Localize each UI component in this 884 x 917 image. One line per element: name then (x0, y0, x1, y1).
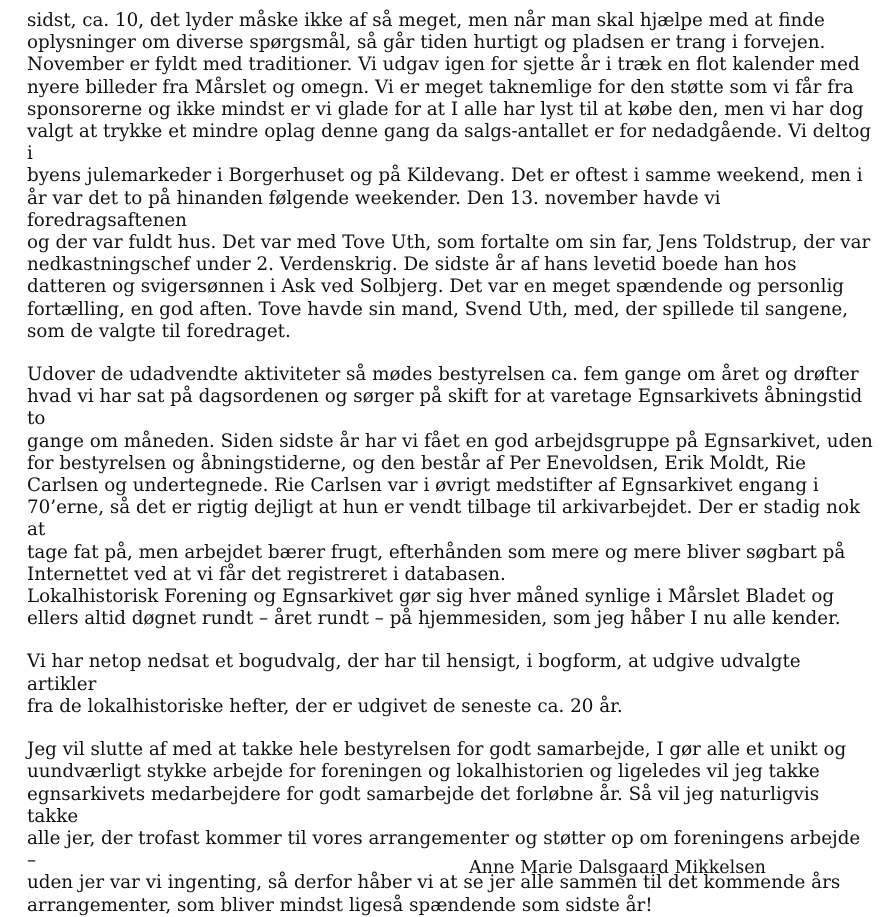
paragraph-board-and-archive: Udover de udadvendte aktiviteter så mødes bestyrelsen ca. fem gange om året og drøfter hvad vi har sat på dagsordenen og sørger på skift for at varetage Egnsarkivets åbningstid to gange om måneden. Siden sidste år har vi fået en god arbejdsgruppe på Egnsarkivet, uden for bestyrelsen og åbningstiderne, og den består af Per Enevoldsen, Erik Moldt, Rie Carlsen og undertegnede. Rie Carlsen var i øvrigt medstifter af Egnsarkivet engang i 70’erne, så det er rigtig dejligt at hun er vendt tilbage til arkivarbejdet. Der er stadig nok at tage fat på, men arbejdet bærer frugt, efterhånden som mere og mere bliver søgbart på Internettet ved at vi får det registreret i databasen. Lokalhistorisk Forening og Egnsarkivet gør sig hver måned synlige i Mårslet Bladet og ellers altid døgnet rundt – året rundt – på hjemmesiden, som jeg håber I nu alle kender. (27, 364, 873, 630)
paragraph-gap (27, 630, 875, 651)
paragraph-book-committee: Vi har netop nedsat et bogudvalg, der har til hensigt, i bogform, at udgive udvalgte artikler fra de lokalhistoriske hefter, der er udgivet de seneste ca. 20 år. (27, 651, 801, 717)
paragraph-gap (27, 718, 875, 739)
paragraph-gap (27, 343, 875, 364)
paragraph-closing-thanks: Jeg vil slutte af med at takke hele bestyrelsen for godt samarbejde, I gør alle et unikt og uundværligt stykke arbejde for foreningen og lokalhistorien og ligeledes vil jeg takke egnsarkivets medarbejdere for godt samarbejde det forløbne år. Så vil jeg naturligvis takke alle jer, der trofast kommer til vores arrangementer og støtter op om foreningens arbejde – uden jer var vi ingenting, så derfor håber vi at se jer alle sammen til det kommende års arrangementer, som bliver mindst ligeså spændende som sidste år! (27, 739, 861, 916)
signature: Anne Marie Dalsgaard Mikkelsen (469, 858, 766, 878)
document-body (27, 10, 875, 917)
paragraph-activities: sidst, ca. 10, det lyder måske ikke af så meget, men når man skal hjælpe med at finde oplysninger om diverse spørgsmål, så går tiden hurtigt og pladsen er trang i forvejen. November er fyldt med traditioner. Vi udgav igen for sjette år i træk en flot kalender med nyere billeder fra Mårslet og omegn. Vi er meget taknemlige for den støtte som vi får fra sponsorerne og ikke mindst er vi glade for at I alle har lyst til at købe den, men vi har dog valgt at trykke et mindre oplag denne gang da salgs-antallet er for nedadgående. Vi deltog i byens julemarkeder i Borgerhuset og på Kildevang. Det er oftest i samme weekend, men i år var det to på hinanden følgende weekender. Den 13. november havde vi foredragsaftenen og der var fuldt hus. Det var med Tove Uth, som fortalte om sin far, Jens Toldstrup, der var nedkastningschef under 2. Verdenskrig. De sidste år af hans levetid boede han hos datteren og svigersønnen i Ask ved Solbjerg. Det var en meget spændende og personlig fortælling, en god aften. Tove havde sin mand, Svend Uth, med, der spillede til sangene, som de valgte til foredraget. (27, 10, 872, 342)
